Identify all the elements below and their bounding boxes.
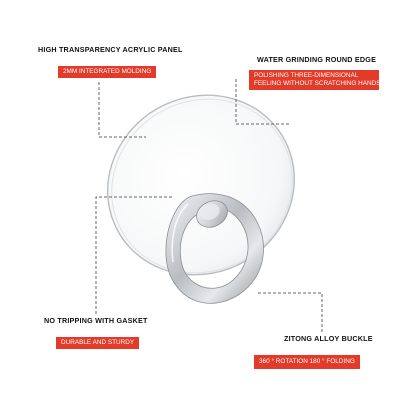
callout-edge-tag-line2: FEELING WITHOUT SCRATCHING HANDS [254,80,381,87]
callout-buckle-tag: 360 ° ROTATION 180 ° FOLDING [254,355,360,369]
callout-gasket-tag: DURABLE AND STURDY [56,337,139,349]
callout-gasket-title: NO TRIPPING WITH GASKET [44,316,148,325]
acrylic-disc [75,61,328,308]
leader-buckle [258,293,322,332]
callout-edge-title: WATER GRINDING ROUND EDGE [257,55,377,64]
callout-edge-tag-line1: POLISHING THREE-DIMENSIONAL [254,72,359,79]
callout-acrylic [38,45,183,78]
callout-edge [249,55,379,90]
callout-acrylic-title: HIGH TRANSPARENCY ACRYLIC PANEL [38,45,183,54]
callout-buckle-title: ZITONG ALLOY BUCKLE [284,334,373,343]
callout-acrylic-tag: 2MM INTEGRATED MOLDING [58,66,156,78]
callout-gasket [44,316,148,349]
callout-buckle [254,334,373,369]
callout-edge-tag [249,70,379,90]
